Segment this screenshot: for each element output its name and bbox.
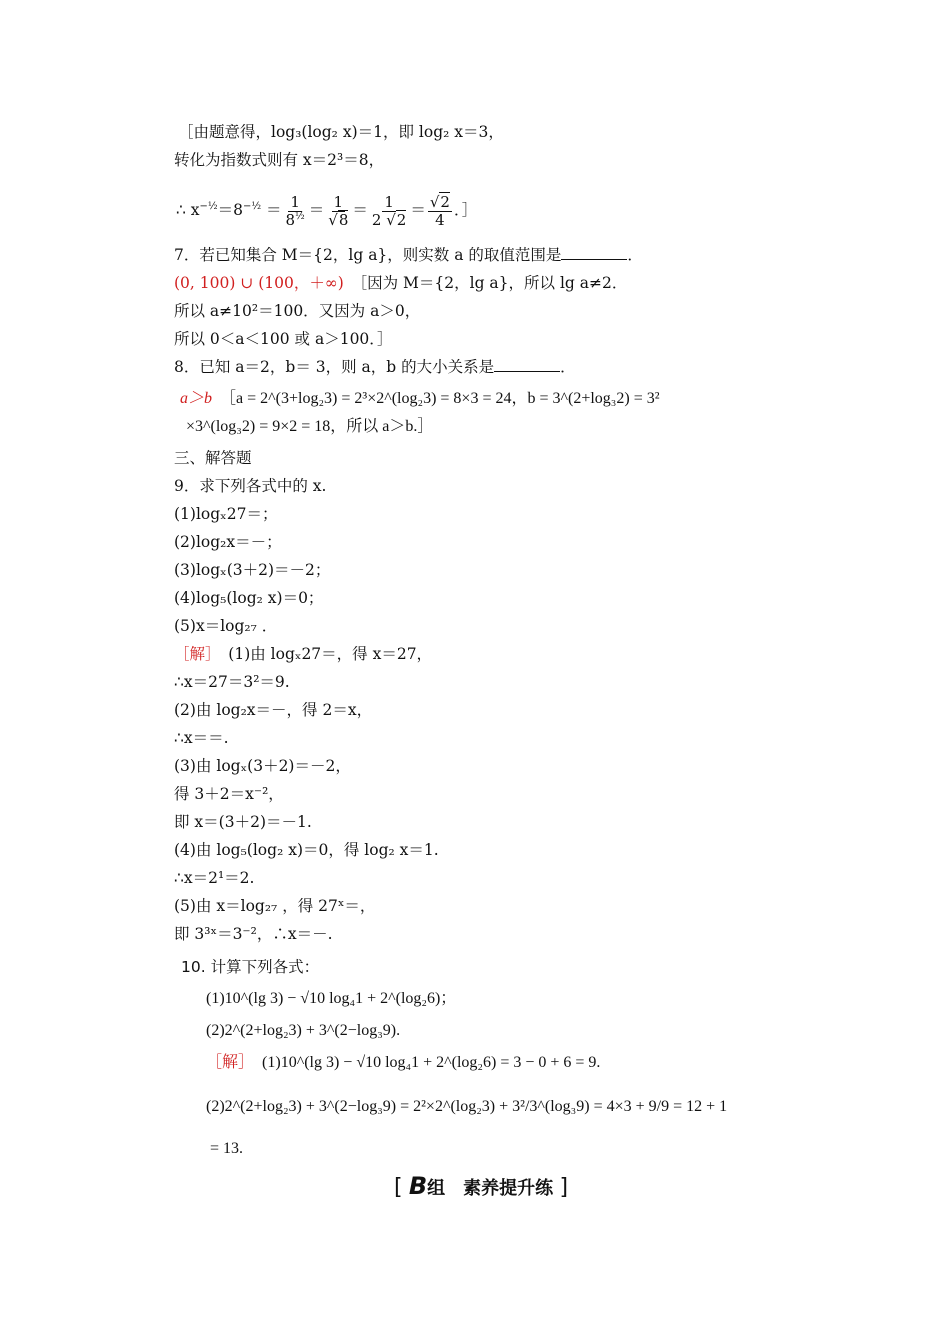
formula-text: ＝8 bbox=[217, 201, 243, 219]
question-10: 10. 计算下列各式： bbox=[181, 958, 320, 976]
solution-line: = 13. bbox=[210, 1140, 244, 1157]
solution-line: 即 3³ˣ＝3⁻²，∴x＝－. bbox=[174, 925, 333, 943]
section-b-label: 组 素养提升练 bbox=[427, 1178, 554, 1199]
section-b-heading bbox=[394, 1172, 568, 1200]
question-7: 7．若已知集合 M＝{2，lg a}，则实数 a 的取值范围是 ． bbox=[174, 246, 643, 264]
sub-question: (3)logₓ(3＋2)＝－2； bbox=[174, 561, 331, 579]
bracket: ] bbox=[559, 1175, 569, 1200]
question-9: 9．求下列各式中的 x. bbox=[174, 477, 327, 495]
solution-line: (4)由 log₅(log₂ x)＝0，得 log₂ x＝1. bbox=[174, 841, 439, 859]
formula-text: ．］ bbox=[453, 201, 478, 219]
solution-label: ［解］ bbox=[174, 645, 213, 663]
solution-line: 转化为指数式则有 x＝2³＝8， bbox=[174, 151, 385, 169]
solution-line: 所以 0＜a＜100 或 a＞100．］ bbox=[174, 330, 393, 348]
fraction: $\frac{√2}{4}$ bbox=[429, 192, 450, 229]
solution-line: ［由题意得，log₃(log₂ x)＝1，即 log₂ x＝3， bbox=[178, 123, 504, 141]
sub-question: (4)log₅(log₂ x)＝0； bbox=[174, 589, 324, 607]
fraction: $\frac{1}{2 √2}$ bbox=[371, 192, 407, 229]
question-8: 8．已知 a＝2，b＝ 3，则 a，b 的大小关系是 ． bbox=[174, 358, 576, 376]
sub-question: (2)2^(2+log₂3) + 3^(2−log₃9). bbox=[206, 1022, 401, 1039]
answer-highlight: (0, 100) ∪ (100，＋∞) bbox=[174, 274, 344, 292]
fraction: $\frac{1}{8^{\frac{1}{2}}}$ bbox=[285, 192, 305, 229]
solution-line: 即 x＝(3＋2)＝－1. bbox=[174, 813, 312, 831]
formula-line: ∴ $x^{-\frac{1}{2}}=8^{-\frac{1}{2}}$ ＝ $\frac{1}{8^{\frac{1}{2}}}$ ＝ $\frac{1}{√8}$ ＝ $\frac{1}{2 √2}$ ＝ $\frac{√2}{4}$ ．］ bbox=[176, 192, 478, 229]
solution-line: (2)由 log₂x＝－，得 2＝x， bbox=[174, 701, 373, 719]
sub-question: (5)x＝log₂₇ ． bbox=[174, 617, 278, 635]
answer-8: a＞b ［a = 2^(3+log₂3) = 2³×2^(log₂3) = 8×3 = 24，b = 3^(2+log₃2) = 3² bbox=[180, 390, 660, 407]
answer-blank bbox=[561, 245, 627, 260]
formula-text: ∴ x bbox=[176, 201, 200, 219]
group-letter: B bbox=[408, 1172, 428, 1200]
answer-highlight: a＞b bbox=[180, 390, 213, 407]
solution-label: ［解］ bbox=[206, 1054, 247, 1071]
solution-line: ×3^(log₃2) = 9×2 = 18，所以 a＞b.］ bbox=[186, 418, 434, 435]
section-heading: 三、解答题 bbox=[174, 449, 252, 467]
solution-line: ［解］ (1)10^(lg 3) − √10 log₄1 + 2^(log₂6) = 3 − 0 + 6 = 9. bbox=[206, 1054, 601, 1071]
solution-line: 得 3＋2＝x⁻²， bbox=[174, 785, 284, 803]
answer-blank bbox=[494, 357, 560, 372]
solution-line: (2)2^(2+log₂3) + 3^(2−log₃9) = 2²×2^(log₂3) + 3²/3^(log₃9) = 4×3 + 9/9 = 12 + 1 bbox=[206, 1098, 728, 1115]
bracket: [ bbox=[394, 1175, 403, 1200]
solution-line: (3)由 logₓ(3＋2)＝－2， bbox=[174, 757, 351, 775]
sub-question: (2)log₂x＝－； bbox=[174, 533, 282, 551]
answer-7: (0, 100) ∪ (100，＋∞) ［因为 M＝{2，lg a}，所以 lg a≠2． bbox=[174, 274, 628, 292]
solution-line: ［解］ (1)由 logₓ27＝，得 x＝27， bbox=[174, 645, 433, 663]
solution-line: (5)由 x＝log₂₇ ，得 27ˣ＝， bbox=[174, 897, 376, 915]
solution-line: ∴x＝＝. bbox=[174, 729, 229, 747]
solution-line: 所以 a≠10²＝100．又因为 a＞0， bbox=[174, 302, 421, 320]
fraction: $\frac{1}{√8}$ bbox=[328, 192, 349, 229]
sub-question: (1)10^(lg 3) − √10 log₄1 + 2^(log₂6)； bbox=[206, 990, 457, 1007]
solution-line: ∴x＝27＝3²＝9. bbox=[174, 673, 290, 691]
solution-line: ∴x＝2¹＝2. bbox=[174, 869, 255, 887]
sub-question: (1)logₓ27＝； bbox=[174, 505, 278, 523]
